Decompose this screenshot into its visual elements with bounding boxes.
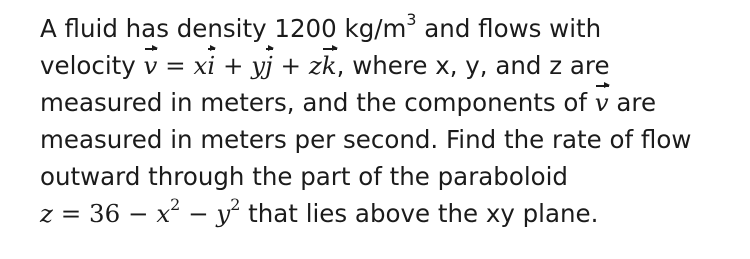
are-text: are bbox=[608, 88, 657, 117]
paraboloid-z: z bbox=[40, 199, 53, 228]
problem-line-5: outward through the part of the paraboloid bbox=[40, 162, 568, 191]
region-text: that lies above the xy plane. bbox=[240, 199, 599, 228]
problem-line-3 bbox=[40, 84, 740, 121]
i-unit-vector: i bbox=[207, 47, 215, 84]
x-variable: x bbox=[193, 51, 208, 80]
velocity-label: velocity bbox=[40, 51, 144, 80]
y-squared-exponent: 2 bbox=[230, 195, 241, 215]
minus-sign-2: − bbox=[180, 199, 217, 228]
k-unit-vector: k bbox=[322, 47, 337, 84]
unit-exponent: 3 bbox=[406, 10, 417, 30]
z-variable: z bbox=[308, 51, 322, 80]
problem-line-6 bbox=[40, 195, 740, 232]
paraboloid-constant: 36 bbox=[89, 199, 121, 228]
problem-statement bbox=[40, 10, 740, 232]
equals-sign: = bbox=[157, 51, 194, 80]
plus-sign-2: + bbox=[272, 51, 309, 80]
paraboloid-y: y bbox=[216, 199, 231, 228]
y-variable: y bbox=[251, 51, 266, 80]
problem-line-2 bbox=[40, 47, 740, 84]
flow-text: and flows with bbox=[416, 14, 602, 43]
paraboloid-equals: = bbox=[52, 199, 90, 228]
problem-line-4: measured in meters per second. Find the rate of flow bbox=[40, 125, 692, 154]
components-text: measured in meters, and the components of bbox=[40, 88, 595, 117]
velocity-vector-symbol-2: v bbox=[595, 84, 609, 121]
paraboloid-x: x bbox=[156, 199, 171, 228]
problem-line-1 bbox=[40, 10, 740, 47]
measurement-text: , where x, y, and z are bbox=[336, 51, 610, 80]
plus-sign-1: + bbox=[215, 51, 252, 80]
x-squared-exponent: 2 bbox=[170, 195, 181, 215]
minus-sign-1: − bbox=[120, 199, 157, 228]
j-unit-vector: j bbox=[265, 47, 273, 84]
velocity-vector-symbol: v bbox=[144, 47, 158, 84]
density-text: A fluid has density 1200 kg/m bbox=[40, 14, 407, 43]
